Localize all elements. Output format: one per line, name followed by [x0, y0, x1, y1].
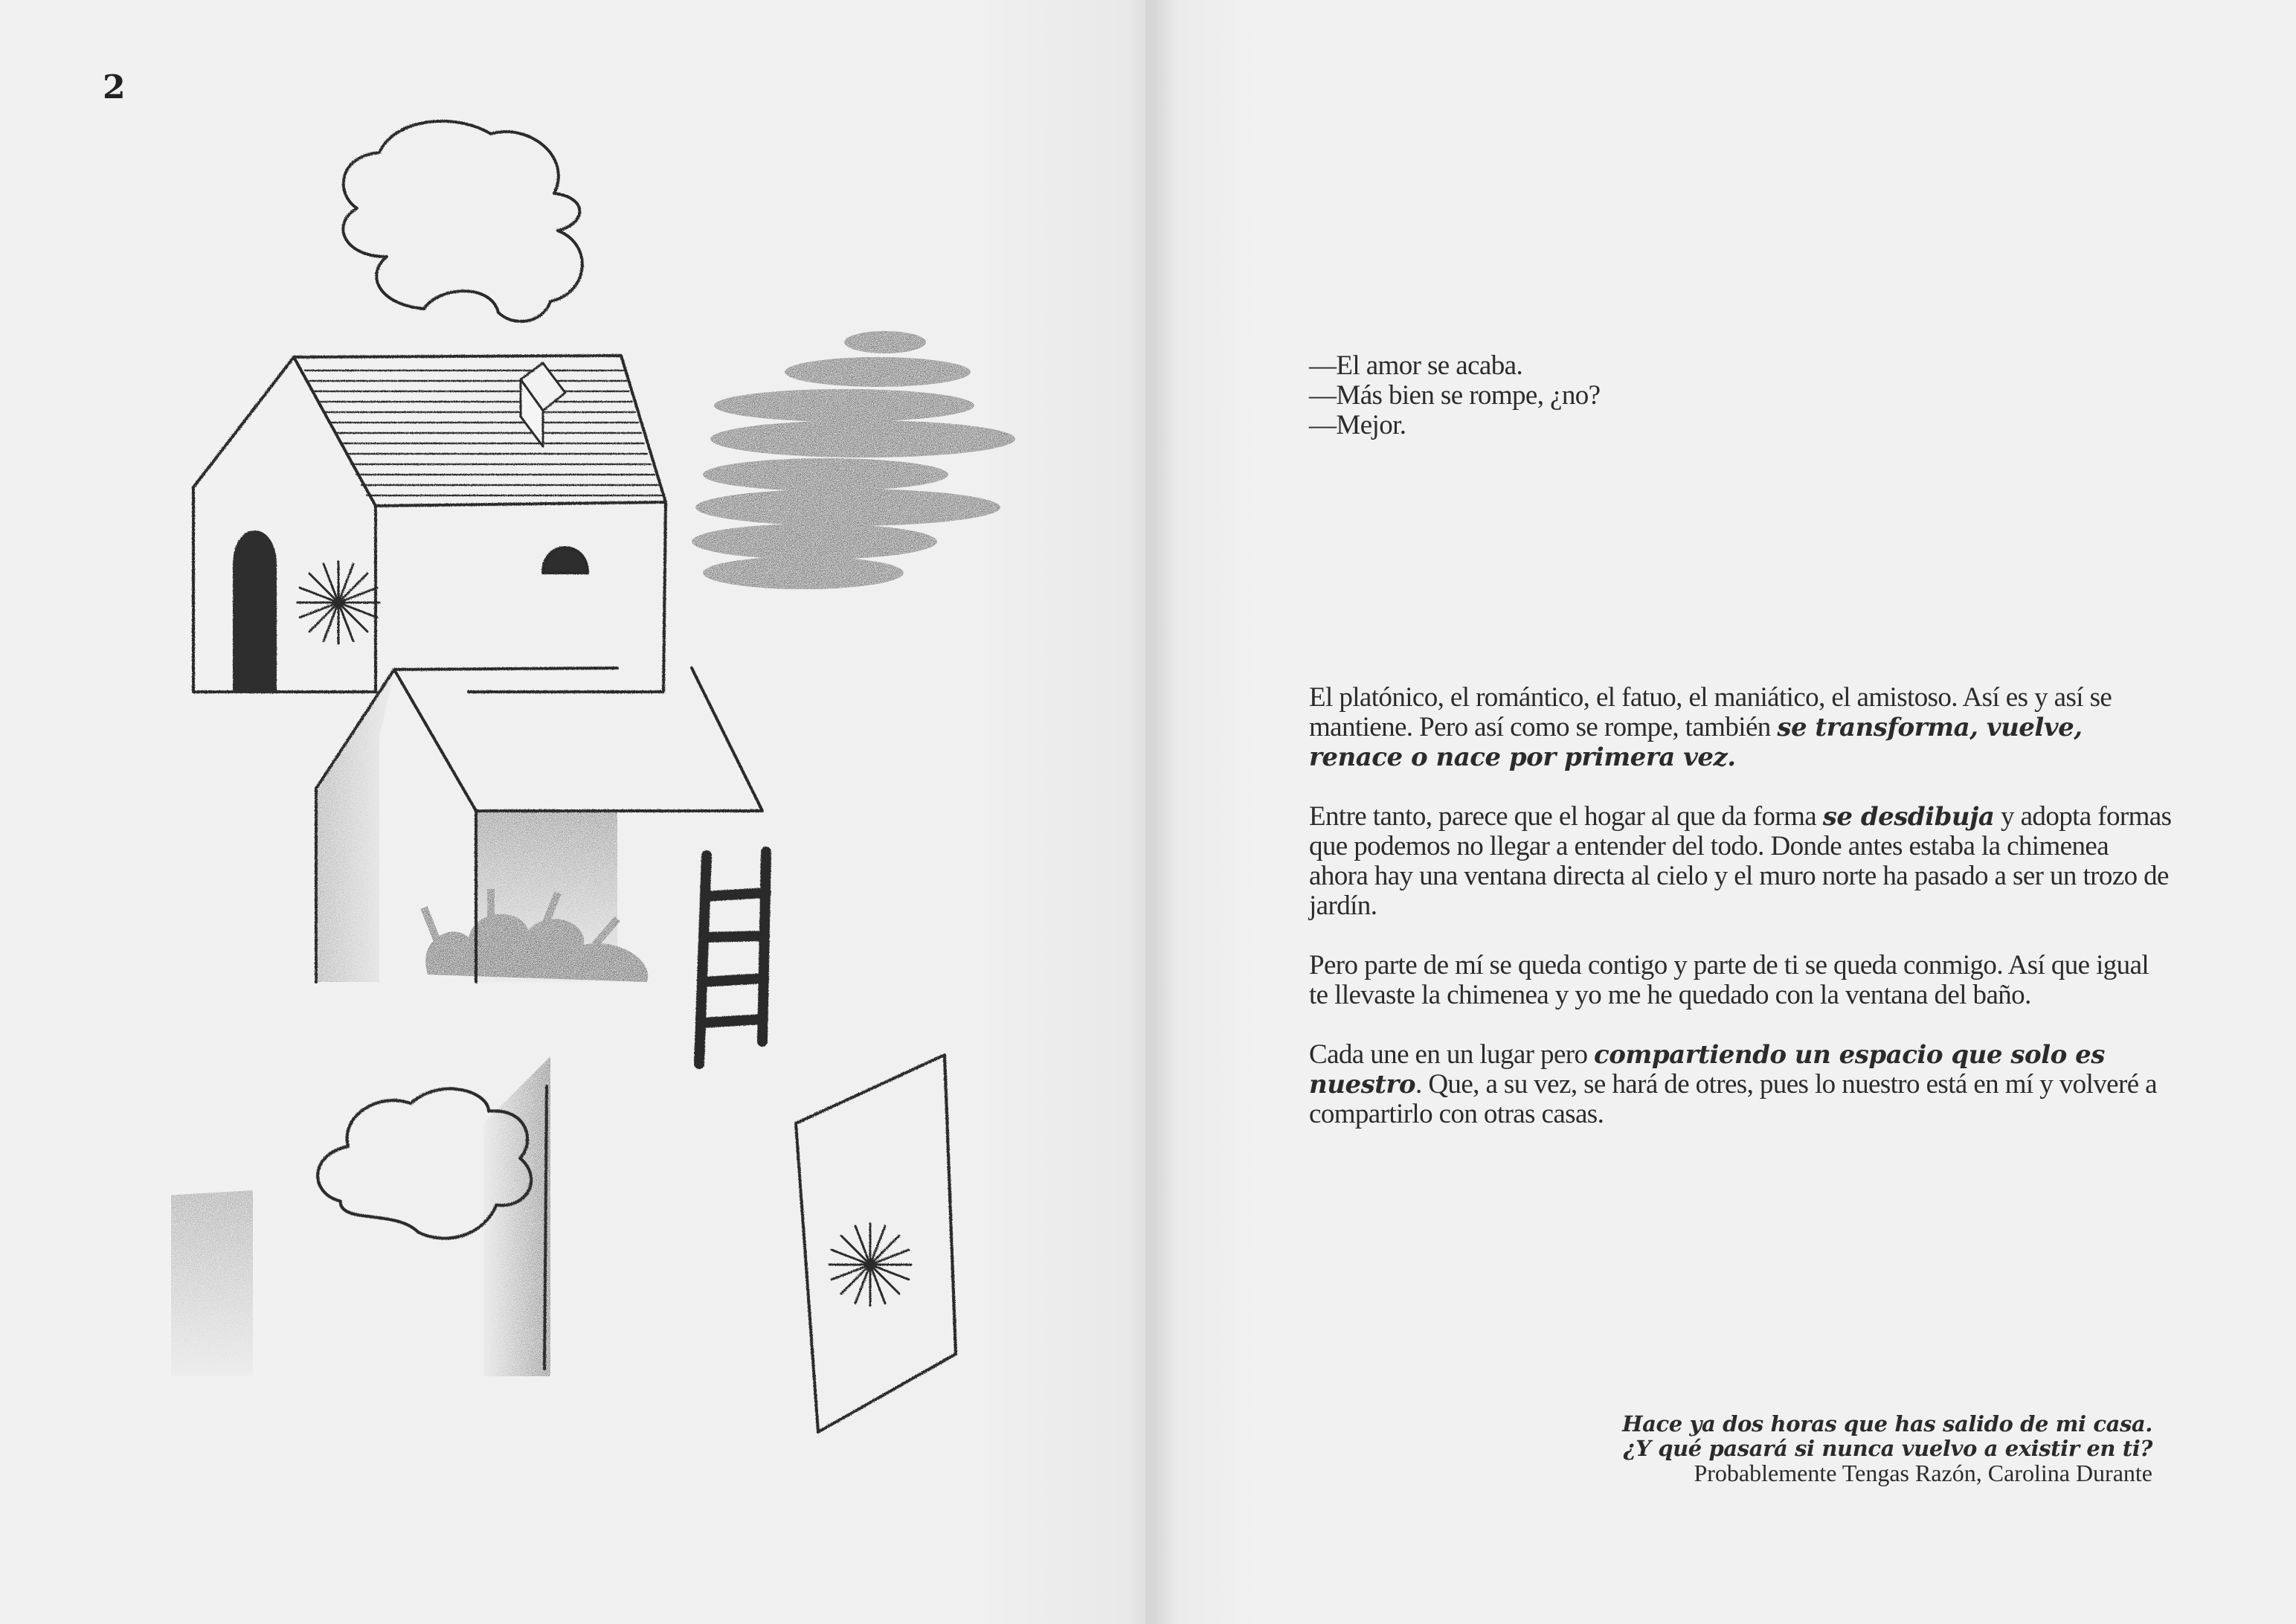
dialogue-line: —Más bien se rompe, ¿no?: [1309, 380, 1601, 411]
ladder-icon: [699, 852, 766, 1064]
quote-source: Probablemente Tengas Razón, Carolina Durante: [1694, 1460, 2152, 1486]
paragraph: El platónico, el romántico, el fatuo, el maniático, el amistoso. Así es y así se mantiene. Pero así como se rompe, también se transforma, vuelve, renace o nace por primera vez.: [1309, 682, 2112, 772]
starburst-icon: [829, 1224, 911, 1306]
dialogue-block: [1309, 351, 2164, 440]
left-page: [0, 0, 1145, 1624]
book-gutter: [1127, 0, 1179, 1624]
paragraph: Cada une en un lugar pero compartiendo un espacio que solo es nuestro. Que, a su vez, se hará de otres, pues lo nuestro está en mí y volveré a compartirlo con otras casas.: [1309, 1039, 2158, 1129]
page-number: 2: [103, 68, 126, 106]
emphasis-text: se desdibuja: [1822, 802, 1995, 832]
cloud-icon: [343, 121, 582, 321]
quote-line: ¿Y qué pasará si nunca vuelvo a existir en ti?: [1623, 1436, 2152, 1461]
emphasis-text: compartiendo un espacio que solo es nuestro: [1309, 1040, 2105, 1100]
body-text: [1309, 683, 2172, 1159]
quote-line: Hace ya dos horas que has salido de mi casa.: [1622, 1411, 2152, 1437]
house-illustration: [171, 119, 1034, 1436]
paragraph: Entre tanto, parece que el hogar al que da forma se desdibuja y adopta formas que podemos no llegar a entender del todo. Donde antes estaba la chimenea ahora hay una ventana directa al cielo y el muro norte ha pasado a ser un trozo de jardín.: [1309, 801, 2172, 921]
paragraph: Pero parte de mí se queda contigo y parte de ti se queda conmigo. Así que igual te llevaste la chimenea y yo me he quedado con la ventana del baño.: [1309, 950, 2149, 1010]
emphasis-text: se transforma, vuelve, renace o nace por primera vez.: [1309, 713, 2083, 772]
starburst-icon: [298, 562, 379, 643]
dialogue-line: —Mejor.: [1309, 410, 1406, 440]
dialogue-line: —El amor se acaba.: [1309, 350, 1523, 381]
door-icon: [796, 1055, 956, 1432]
epigraph-quote: [1622, 1412, 2152, 1486]
